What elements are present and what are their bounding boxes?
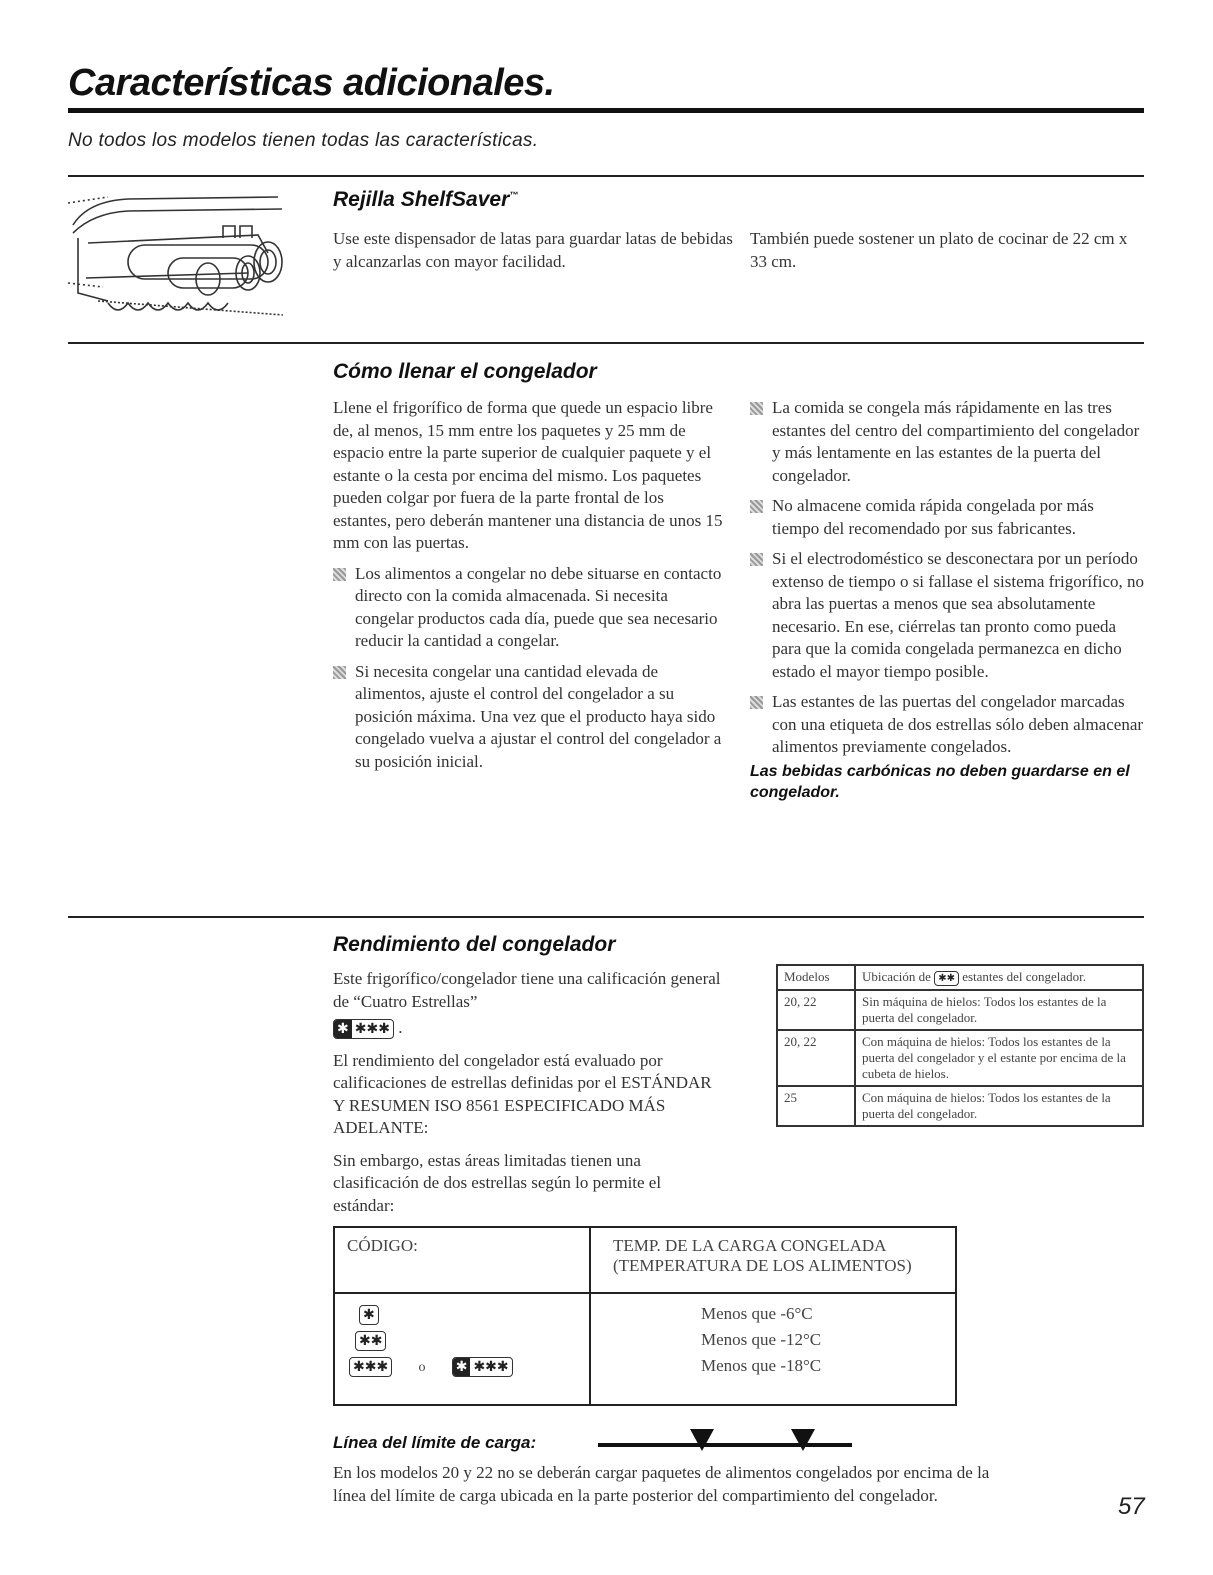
page-title: Características adicionales.: [68, 62, 555, 104]
performance-text: [333, 968, 723, 1217]
temperature-values: Menos que -6°C Menos que -12°C Menos que -18°C: [590, 1293, 956, 1405]
table-cell-model: 25: [777, 1086, 855, 1126]
shelfsaver-title: Rejilla ShelfSaver™: [333, 188, 519, 211]
table-row: [777, 1030, 1143, 1086]
four-star-icon: ✱ ✱✱✱: [333, 1019, 394, 1039]
table-cell-location: Sin máquina de hielos: Todos los estantes de la puerta del congelador.: [855, 990, 1143, 1030]
bullet-icon: [333, 666, 346, 679]
table-row: [777, 990, 1143, 1030]
list-item: La comida se congela más rápidamente en las tres estantes del centro del compartimiento del congelador y más lentamente en las estantes de la puerta del congelador.: [750, 397, 1145, 487]
page-subtitle: No todos los modelos tienen todas las características.: [68, 130, 539, 151]
table-cell-model: 20, 22: [777, 990, 855, 1030]
fill-left-column: [333, 397, 723, 781]
title-rule: [68, 108, 1144, 113]
code-symbols: ✱ ✱✱ ✱✱✱ o ✱ ✱✱✱: [334, 1293, 590, 1405]
fill-right-column: [750, 397, 1145, 803]
two-star-icon: ✱✱: [934, 971, 959, 986]
table-cell-location: Con máquina de hielos: Todos los estantes de la puerta del congelador.: [855, 1086, 1143, 1126]
section-divider: [68, 916, 1144, 918]
star-code-table: [333, 1226, 957, 1406]
shelfsaver-text-right: También puede sostener un plato de cocinar de 22 cm x 33 cm.: [750, 229, 1128, 271]
table-row: [777, 965, 1143, 990]
shelfsaver-illustration: [68, 183, 288, 333]
two-star-icon: ✱✱: [355, 1331, 386, 1351]
section-divider: [68, 342, 1144, 344]
three-star-icon: ✱✱✱: [349, 1357, 392, 1377]
four-star-symbol-line: ✱ ✱✱✱ .: [333, 1017, 723, 1040]
bullet-icon: [333, 568, 346, 581]
shelfsaver-text-left: Use este dispensador de latas para guardar latas de bebidas y alcanzarlas con mayor facilidad.: [333, 229, 733, 271]
list-item: Las estantes de las puertas del congelador marcadas con una etiqueta de dos estrellas sólo deben almacenar alimentos previamente congelados.: [750, 691, 1145, 759]
performance-title: Rendimiento del congelador: [333, 933, 616, 956]
bullet-icon: [750, 500, 763, 513]
models-table: [776, 964, 1144, 1127]
load-line-text: En los modelos 20 y 22 no se deberán cargar paquetes de alimentos congelados por encima de la línea del límite de carga ubicada en la parte posterior del compartimiento del congelador.: [333, 1463, 990, 1505]
section-divider: [68, 175, 1144, 177]
two-star-areas-text: Sin embargo, estas áreas limitadas tienen una clasificación de dos estrellas según lo permite el estándar:: [333, 1150, 662, 1215]
bullet-icon: [750, 402, 763, 415]
code-header: CÓDIGO:: [334, 1227, 590, 1293]
fill-freezer-title: Cómo llenar el congelador: [333, 360, 597, 383]
table-cell-model: 20, 22: [777, 1030, 855, 1086]
load-limit-line-icon: [598, 1443, 852, 1447]
four-star-icon: ✱ ✱✱✱: [452, 1357, 513, 1377]
rating-definition-text: El rendimiento del congelador está evaluado por calificaciones de estrellas definidas por el ESTÁNDAR Y RESUMEN ISO 8561 ESPECIFICADO MÁS ADELANTE:: [333, 1050, 712, 1137]
list-item: Los alimentos a congelar no debe situarse en contacto directo con la comida almacenada. Si necesita congelar productos cada día, puede que sea necesario reducir la cantidad a congelar.: [333, 563, 723, 653]
temperature-header: TEMP. DE LA CARGA CONGELADA (TEMPERATURA DE LOS ALIMENTOS): [590, 1227, 956, 1293]
four-star-rating-text: Este frigorífico/congelador tiene una calificación general de “Cuatro Estrellas”: [333, 969, 721, 1011]
load-line-title: Línea del límite de carga:: [333, 1433, 537, 1452]
carbonated-drinks-note: Las bebidas carbónicas no deben guardarse en el congelador.: [750, 762, 1130, 801]
one-star-icon: ✱: [359, 1305, 379, 1325]
fill-intro: Llene el frigorífico de forma que quede un espacio libre de, al menos, 15 mm entre los paquetes y 25 mm de espacio entre la parte superior de cualquier paquete y el estante o la cesta por encima del mismo. Los paquetes pueden colgar por fuera de la parte frontal de los estantes, pero deberán mantener una distancia de unos 15 mm con las puertas.: [333, 398, 723, 552]
list-item: Si necesita congelar una cantidad elevada de alimentos, ajuste el control del congelador a su posición máxima. Una vez que el producto haya sido congelado vuelva a ajustar el control del congelador a su posición inicial.: [333, 661, 723, 774]
page-number: 57: [1118, 1493, 1145, 1520]
bullet-icon: [750, 553, 763, 566]
table-cell-location: Con máquina de hielos: Todos los estantes de la puerta del congelador y el estante por encima de la cubeta de hielos.: [855, 1030, 1143, 1086]
list-item: No almacene comida rápida congelada por más tiempo del recomendado por sus fabricantes.: [750, 495, 1145, 540]
list-item: Si el electrodoméstico se desconectara por un período extenso de tiempo o si fallase el sistema frigorífico, no abra las puertas a menos que sea absolutamente necesario. En ese, ciérrelas tan pronto como pueda para que la comida congelada permanezca en dicho estado el mayor tiempo posible.: [750, 548, 1145, 683]
table-header-location: Ubicación de ✱✱ estantes del congelador.: [855, 965, 1143, 990]
table-row: [334, 1293, 956, 1405]
table-row: [777, 1086, 1143, 1126]
table-header-models: Modelos: [777, 965, 855, 990]
bullet-icon: [750, 696, 763, 709]
table-row: [334, 1227, 956, 1293]
